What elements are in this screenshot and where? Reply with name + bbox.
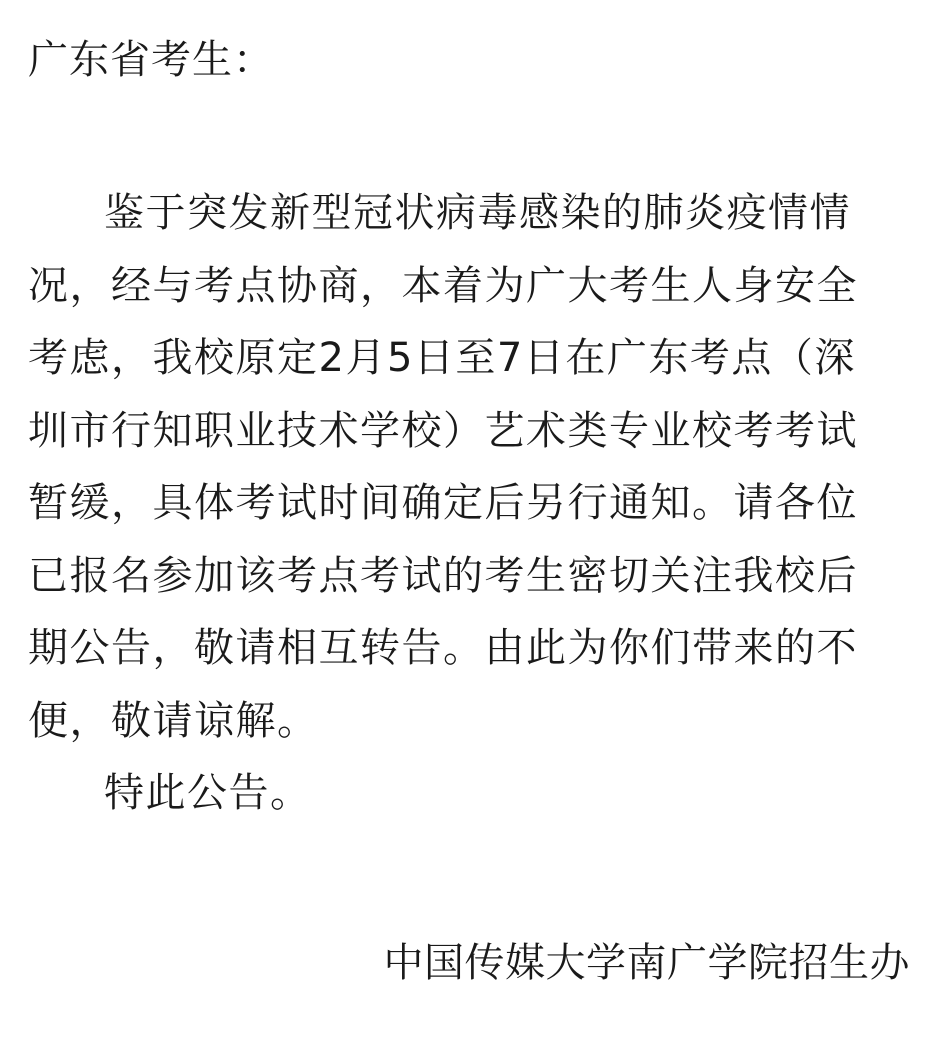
body-line: 考虑，我校原定2月5日至7日在广东考点（深 xyxy=(28,335,856,381)
closing-line: 特此公告。 xyxy=(104,770,312,816)
salutation: 广东省考生： xyxy=(28,37,274,83)
signature: 中国传媒大学南广学院招生办 xyxy=(383,940,910,986)
notice-body xyxy=(28,187,928,840)
body-line: 已报名参加该考点考试的考生密切关注我校后 xyxy=(28,552,858,599)
body-line: 圳市行知职业技术学校）艺术类专业校考考试 xyxy=(28,407,858,454)
body-line: 期公告，敬请相互转告。由此为你们带来的不 xyxy=(28,625,858,671)
body-line: 暂缓，具体考试时间确定后另行通知。请各位 xyxy=(28,480,858,526)
body-line: 便，敬请谅解。 xyxy=(28,697,319,744)
body-line: 况，经与考点协商，本着为广大考生人身安全 xyxy=(28,262,858,309)
body-line: 鉴于突发新型冠状病毒感染的肺炎疫情情 xyxy=(104,190,851,236)
